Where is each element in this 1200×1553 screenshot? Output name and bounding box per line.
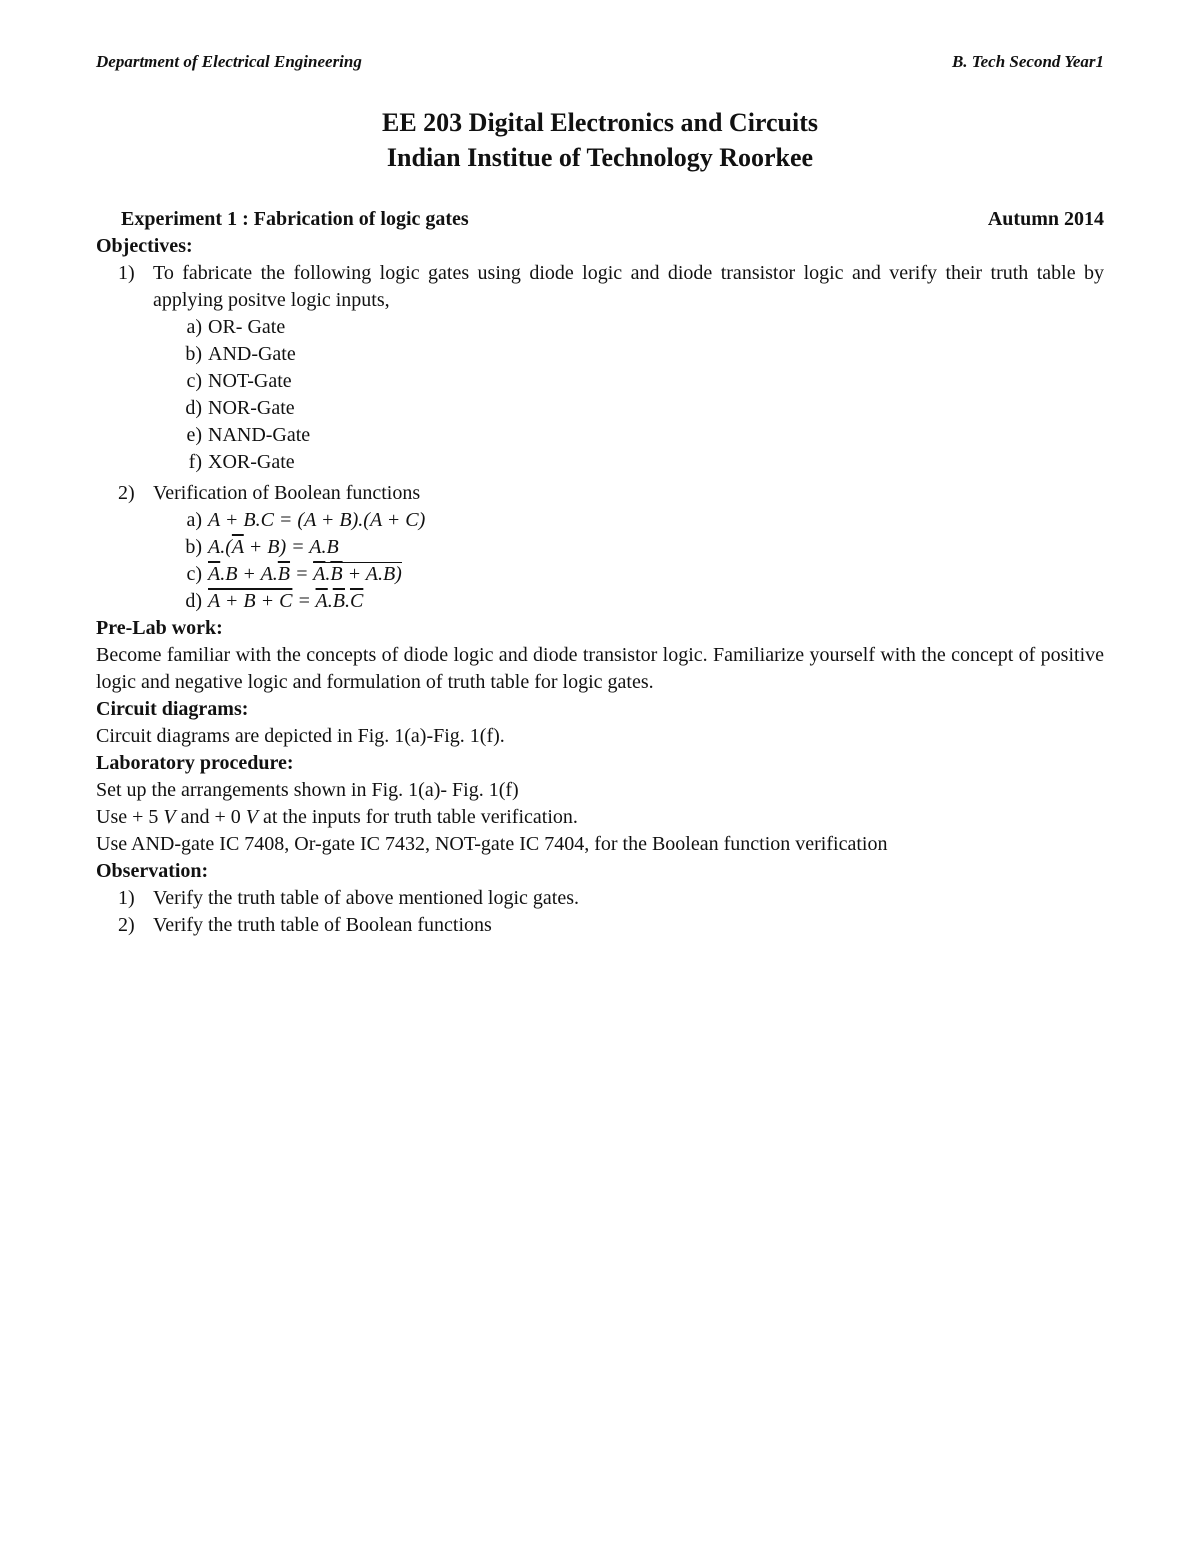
list-marker: 1): [118, 887, 135, 909]
unit-volt: V: [245, 806, 258, 828]
procedure-heading: Laboratory procedure:: [96, 752, 294, 774]
list-marker: a): [186, 509, 202, 531]
header-department: Department of Electrical Engineering: [96, 52, 362, 71]
list-marker: b): [185, 343, 202, 365]
observation-text: Verify the truth table of Boolean functions: [153, 914, 492, 936]
header-year: B. Tech Second Year1: [951, 52, 1104, 71]
boolean-equation: $\overline{A}.B + A.\overline{B} = \overline{A}.\overline{B} + A.B$): [208, 563, 402, 585]
procedure-line-3: Use AND-gate IC 7408, Or-gate IC 7432, NOT-gate IC 7404, for the Boolean function verification: [96, 833, 888, 855]
procedure-line-2: [96, 804, 1104, 831]
course-title: EE 203 Digital Electronics and Circuits: [382, 108, 818, 137]
list-marker: f): [188, 451, 202, 473]
document-body: [96, 233, 1104, 939]
boolean-function-item: [96, 534, 1104, 561]
list-marker: 2): [118, 482, 135, 504]
gate-item: [96, 314, 1104, 341]
gate-name: OR- Gate: [208, 316, 286, 338]
observation-text: Verify the truth table of above mentioned logic gates.: [153, 887, 579, 909]
list-marker: c): [186, 563, 202, 585]
gate-item: [96, 422, 1104, 449]
list-marker: 2): [118, 914, 135, 936]
experiment-label: Experiment 1 : Fabrication of logic gates: [121, 208, 469, 230]
procedure-text: at the inputs for truth table verification.: [257, 806, 578, 828]
gate-name: NOR-Gate: [208, 397, 295, 419]
gate-name: AND-Gate: [208, 343, 296, 365]
objective-text: To fabricate the following logic gates using diode logic and diode transistor logic and verify their truth table by applying positve logic inputs,: [153, 262, 1104, 311]
list-marker: a): [186, 316, 202, 338]
experiment-term: Autumn 2014: [987, 208, 1104, 230]
objective-text: Verification of Boolean functions: [153, 482, 421, 504]
gate-item: [96, 395, 1104, 422]
list-marker: d): [185, 590, 202, 612]
experiment-line: [121, 208, 1104, 231]
circuit-text: Circuit diagrams are depicted in Fig. 1(a)-Fig. 1(f).: [96, 725, 505, 747]
gate-name: NAND-Gate: [208, 424, 311, 446]
list-marker: b): [185, 536, 202, 558]
circuit-heading: Circuit diagrams:: [96, 698, 249, 720]
gate-name: XOR-Gate: [208, 451, 295, 473]
boolean-function-item: [96, 588, 1104, 615]
objective-item-1: [96, 260, 1104, 314]
gate-item: [96, 341, 1104, 368]
boolean-function-item: [96, 561, 1104, 588]
prelab-heading: Pre-Lab work:: [96, 617, 223, 639]
observation-item: [96, 885, 1104, 912]
institute-title: Indian Institue of Technology Roorkee: [386, 143, 814, 172]
gate-item: [96, 368, 1104, 395]
list-marker: d): [185, 397, 202, 419]
gate-item: [96, 449, 1104, 476]
list-marker: c): [186, 370, 202, 392]
objectives-heading: Objectives:: [96, 235, 193, 257]
observation-heading: Observation:: [96, 860, 209, 882]
list-marker: 1): [118, 262, 135, 284]
boolean-equation: $A + B + C = \overline{A}.\overline{B}.\overline{C}$: [208, 590, 364, 612]
procedure-text: Use + 5: [96, 806, 164, 828]
prelab-text: Become familiar with the concepts of diode logic and diode transistor logic. Familiarize yourself with the concept of positive logic and negative logic and formulation of truth table for logic gates.: [96, 644, 1104, 693]
observation-item: [96, 912, 1104, 939]
gate-name: NOT-Gate: [208, 370, 292, 392]
procedure-line-1: Set up the arrangements shown in Fig. 1(a)- Fig. 1(f): [96, 779, 519, 801]
unit-volt: V: [163, 806, 176, 828]
list-marker: e): [186, 424, 202, 446]
boolean-equation: $A.(\overline{A} + B) = A.B$: [208, 536, 339, 558]
boolean-equation: A + B.C = (A + B).(A + C): [208, 509, 426, 531]
objective-item-2: [96, 480, 1104, 507]
boolean-function-item: [96, 507, 1104, 534]
procedure-text: and + 0: [175, 806, 246, 828]
